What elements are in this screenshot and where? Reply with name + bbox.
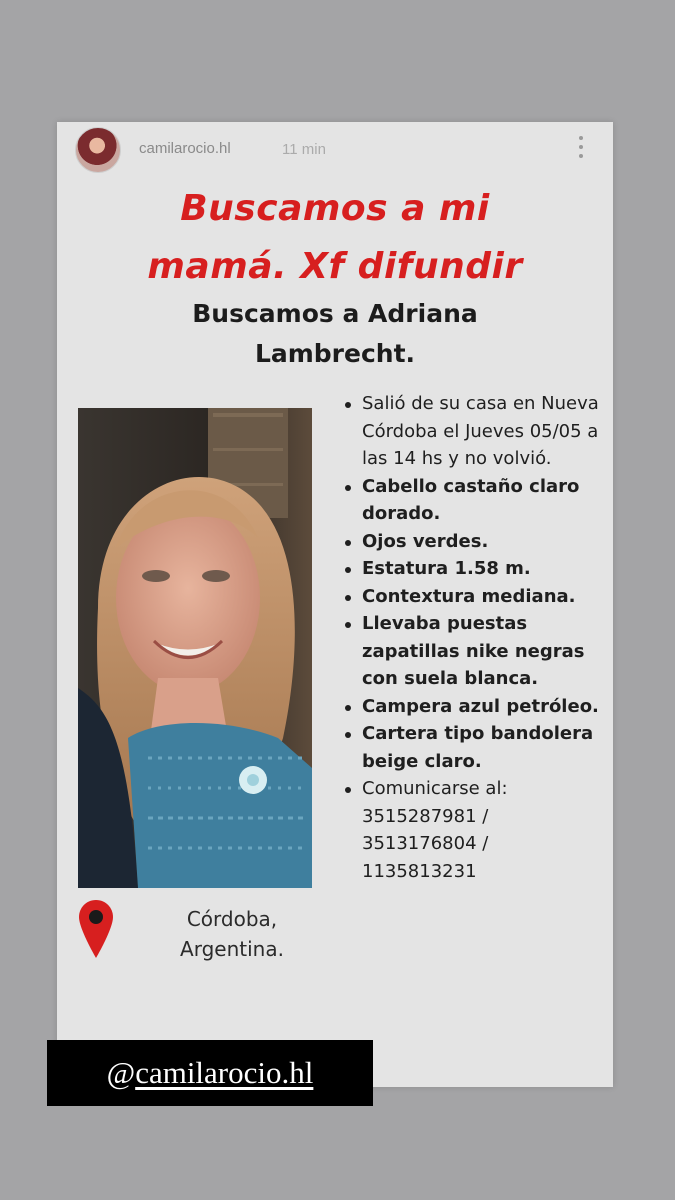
location-city: Córdoba, bbox=[186, 907, 278, 931]
detail-item: Cabello castaño claro dorado. bbox=[342, 473, 607, 528]
headline bbox=[57, 180, 613, 296]
detail-item: Campera azul petróleo. bbox=[342, 693, 607, 721]
story-card[interactable] bbox=[57, 122, 613, 1087]
headline-line-2: mamá. Xf difundir bbox=[147, 246, 523, 287]
location-country: Argentina. bbox=[180, 937, 284, 961]
detail-item: Comunicarse al: 3515287981 / 3513176804 / 1135813231 bbox=[342, 775, 607, 885]
mention-sticker[interactable] bbox=[47, 1040, 373, 1106]
map-pin-icon bbox=[79, 900, 113, 960]
detail-item: Estatura 1.58 m. bbox=[342, 555, 607, 583]
location bbox=[79, 900, 319, 970]
subhead-line-2: Lambrecht. bbox=[254, 339, 416, 368]
detail-item: Contextura mediana. bbox=[342, 583, 607, 611]
subheadline bbox=[57, 294, 613, 374]
detail-item: Ojos verdes. bbox=[342, 528, 607, 556]
detail-item: Cartera tipo bandolera beige claro. bbox=[342, 720, 607, 775]
story-time: 11 min bbox=[282, 141, 326, 158]
person-details bbox=[342, 390, 607, 885]
detail-item: Salió de su casa en Nueva Córdoba el Jueves 05/05 a las 14 hs y no volvió. bbox=[342, 390, 607, 473]
story-header bbox=[57, 122, 613, 180]
location-text bbox=[157, 904, 307, 964]
more-vertical-icon[interactable] bbox=[575, 136, 587, 164]
story-username[interactable]: camilarocio.hl bbox=[139, 140, 231, 157]
missing-person-photo bbox=[78, 408, 312, 888]
mention-handle[interactable]: camilarocio.hl bbox=[135, 1055, 314, 1090]
subhead-line-1: Buscamos a Adriana bbox=[192, 299, 478, 328]
headline-line-1: Buscamos a mi bbox=[180, 188, 490, 229]
mention-at: @ bbox=[106, 1055, 136, 1090]
detail-item: Llevaba puestas zapatillas nike negras con suela blanca. bbox=[342, 610, 607, 693]
avatar[interactable] bbox=[75, 127, 121, 173]
